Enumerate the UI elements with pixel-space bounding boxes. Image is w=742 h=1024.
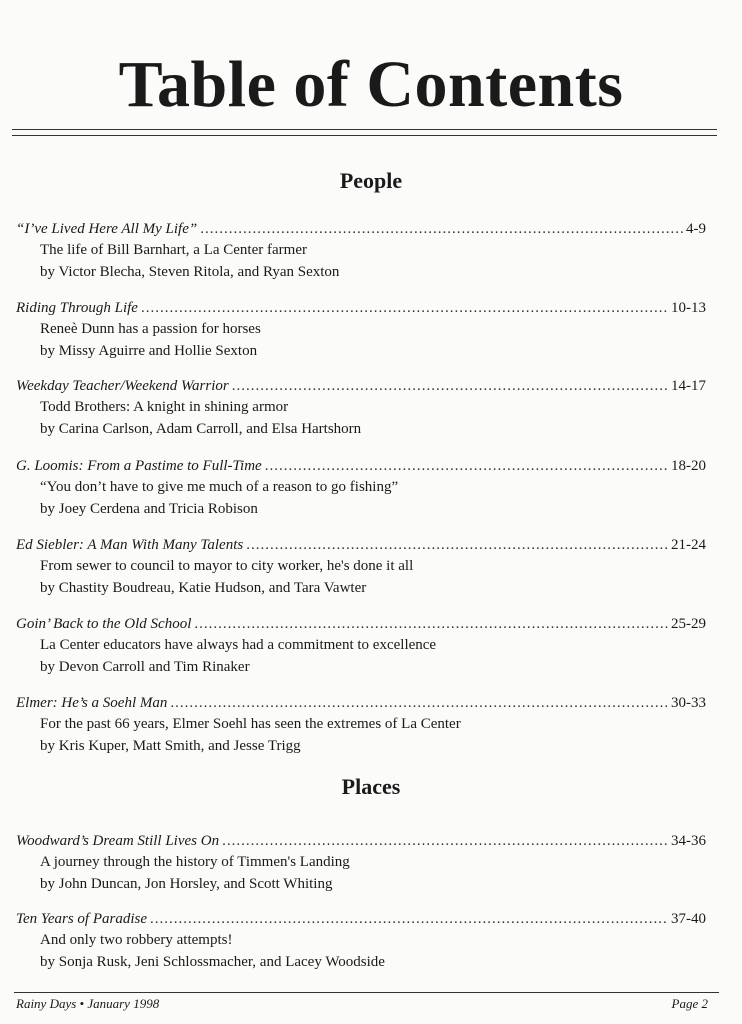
dot-leader — [265, 456, 668, 476]
entry-pages: 14-17 — [671, 378, 706, 394]
toc-entry — [16, 909, 706, 973]
toc-entry — [16, 376, 706, 440]
entry-title: Weekday Teacher/Weekend Warrior — [16, 378, 229, 394]
entry-description: For the past 66 years, Elmer Soehl has seen the extremes of La Center — [40, 716, 461, 732]
entry-pages: 34-36 — [671, 833, 706, 849]
entry-title: Goin’ Back to the Old School — [16, 616, 192, 632]
entry-pages: 4-9 — [686, 221, 706, 237]
entry-title: “I’ve Lived Here All My Life” — [16, 221, 198, 237]
dot-leader — [141, 298, 668, 318]
section-heading-places: Places — [341, 774, 401, 799]
entry-pages: 10-13 — [671, 300, 706, 316]
entry-title: Ten Years of Paradise — [16, 911, 148, 927]
toc-entry — [16, 456, 706, 520]
entry-byline: by Carina Carlson, Adam Carroll, and Elsa Hartshorn — [40, 421, 362, 437]
title-divider — [12, 129, 717, 136]
toc-entry — [16, 693, 706, 757]
dot-leader — [200, 219, 683, 239]
entry-description: The life of Bill Barnhart, a La Center farmer — [40, 242, 307, 258]
entry-byline: by Missy Aguirre and Hollie Sexton — [40, 343, 258, 359]
entry-title: Woodward’s Dream Still Lives On — [16, 833, 220, 849]
page-title: Table of Contents — [118, 48, 624, 121]
entry-pages: 37-40 — [671, 911, 706, 927]
entry-byline: by John Duncan, Jon Horsley, and Scott Whiting — [40, 876, 333, 892]
entry-byline: by Victor Blecha, Steven Ritola, and Ryan Sexton — [40, 264, 340, 280]
entry-pages: 30-33 — [671, 695, 706, 711]
entry-pages: 25-29 — [671, 616, 706, 632]
toc-entry — [16, 298, 706, 362]
entry-description: Reneѐ Dunn has a passion for horses — [40, 321, 261, 337]
entry-byline: by Chastity Boudreau, Katie Hudson, and Tara Vawter — [40, 580, 367, 596]
entry-pages: 21-24 — [671, 537, 706, 553]
entry-title: G. Loomis: From a Pastime to Full-Time — [16, 458, 262, 474]
entry-description: Todd Brothers: A knight in shining armor — [40, 399, 289, 415]
entry-description: And only two robbery attempts! — [40, 932, 233, 948]
entry-title: Elmer: He’s a Soehl Man — [16, 695, 168, 711]
entry-byline: by Joey Cerdena and Tricia Robison — [40, 501, 258, 517]
entry-byline: by Sonja Rusk, Jeni Schlossmacher, and Lacey Woodside — [40, 954, 385, 970]
entry-description: A journey through the history of Timmen's Landing — [40, 854, 350, 870]
footer-publication: Rainy Days • January 1998 — [16, 996, 160, 1011]
dot-leader — [232, 376, 668, 396]
entry-description: “You don’t have to give me much of a reason to go fishing” — [40, 479, 399, 495]
dot-leader — [246, 535, 668, 555]
section-heading-people: People — [339, 168, 403, 193]
entry-byline: by Devon Carroll and Tim Rinaker — [40, 659, 250, 675]
toc-entry — [16, 535, 706, 599]
dot-leader — [194, 614, 668, 634]
dot-leader — [150, 909, 668, 929]
entry-description: La Center educators have always had a commitment to excellence — [40, 637, 437, 653]
toc-entry — [16, 614, 706, 678]
footer-page-number: Page 2 — [671, 996, 708, 1011]
entry-byline: by Kris Kuper, Matt Smith, and Jesse Trigg — [40, 738, 301, 754]
dot-leader — [222, 831, 668, 851]
entry-title: Riding Through Life — [16, 300, 138, 316]
dot-leader — [170, 693, 668, 713]
entry-pages: 18-20 — [671, 458, 706, 474]
footer-divider — [14, 992, 719, 993]
toc-entry — [16, 219, 706, 283]
entry-title: Ed Siebler: A Man With Many Talents — [16, 537, 244, 553]
entry-description: From sewer to council to mayor to city worker, he's done it all — [40, 558, 414, 574]
toc-entry — [16, 831, 706, 895]
